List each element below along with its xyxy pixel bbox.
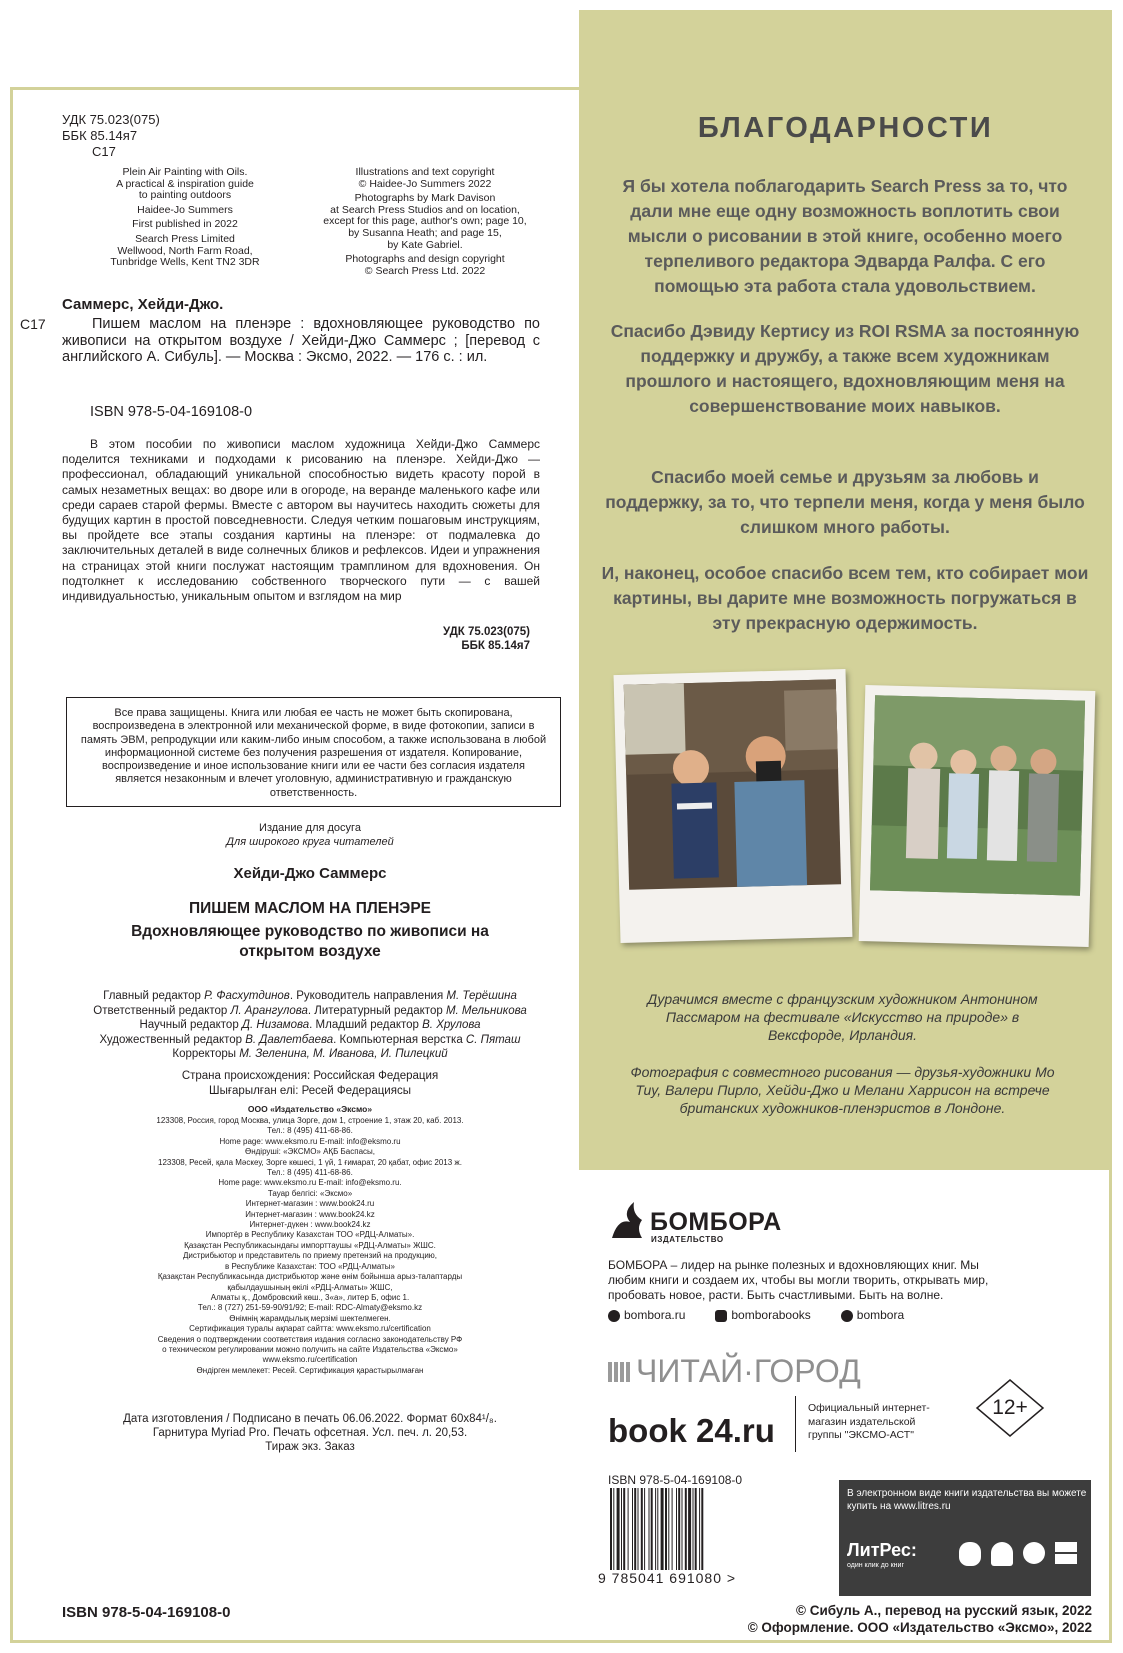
imprint-line: Өндірген мемлекет: Ресей. Сертификация қарастырылмаған [196, 1365, 424, 1375]
barcode-bar [638, 1488, 639, 1570]
credit-person: Д. Низамова [241, 1019, 310, 1032]
book-subtitle-line1: Вдохновляющее руководство по живописи на [131, 923, 489, 940]
imprint-line: Тауар белгісі: «Эксмо» [267, 1188, 353, 1198]
audience: Для широкого круга читателей [226, 836, 394, 848]
barcode-bar [641, 1488, 643, 1570]
litres-line2: купить на www.litres.ru [847, 1501, 951, 1512]
bombora-description: БОМБОРА – лидер на рынке полезных и вдохновляющих книг. Мы любим книги и создаем их, чтобы вы могли творить, открывать мир, пробовать новое, расти. Быть счастливыми. Быть на волне. [608, 1258, 989, 1302]
book24-note: Официальный интернет-магазин издательской группы "ЭКСМО-АСТ" [808, 1402, 930, 1441]
credit-role: . Младший редактор [309, 1019, 423, 1032]
publisher-name: ООО «Издательство «Эксмо» [247, 1104, 373, 1114]
chitai-gorod-name: ЧИТАЙ·ГОРОД [636, 1353, 861, 1389]
barcode-bar [699, 1488, 700, 1570]
original-edition-line: Wellwood, North Farm Road, [117, 244, 253, 257]
print-date: Дата изготовления / Подписано в печать 06.06.2022. Формат 60x84¹/₈. [123, 1413, 497, 1425]
copyright-original-line: by Susanna Heath; and page 15, [348, 226, 502, 239]
bombora-wave-icon [608, 1198, 646, 1242]
windows-phone-icon [1023, 1542, 1045, 1564]
bibliographic-record: Пишем маслом на пленэре : вдохновляющее руководство по живописи на открытом воздухе / Хейди-Джо Саммерс ; [перевод с английского А. Сибуль]. — Москва : Эксмо, 2022. — 176 с. : ил. [62, 316, 540, 365]
book-title: ПИШЕМ МАСЛОМ НА ПЛЕНЭРЕ [188, 900, 432, 917]
credit-role: Главный редактор [103, 990, 205, 1002]
bombora-name: БОМБОРА [650, 1208, 782, 1236]
print-info [60, 1413, 560, 1454]
photo-meetup-image [859, 685, 1096, 947]
imprint-line: Home page: www.eksmo.ru E-mail: info@eksmo.ru [219, 1136, 401, 1146]
copyright-original-line: © Haidee-Jo Summers 2022 [358, 177, 492, 190]
imprint-line: 123308, Россия, город Москва, улица Зорге, дом 1, строение 1, этаж 20, каб. 2013. [156, 1116, 464, 1125]
litres-text [847, 1487, 1087, 1513]
udk-bbk-bold [300, 625, 530, 653]
imprint-line: Импортёр в Республику Казахстан ТОО «РДЦ-Алматы». [205, 1230, 415, 1240]
copyright-original-line: Illustrations and text copyright [355, 166, 495, 178]
abstract: В этом пособии по живописи маслом художница Хейди-Джо Саммерс поделится техниками и подходами к рисованию на пленэре. Хейди-Джо — профессионал, обладающий уникальной способностью видеть красоту порой в самых незаметных вещах: во дворе или в огороде, на веранде маленького кафе или среди сараев старой фермы. Вместе с автором вы научитесь находить сюжеты для будущих картин в простой повседневности. Следуя четким пошаговым инструкциям, вы пройдете все этапы создания картины на пленэре: от подмалевка до заключительных деталей в виде солнечных бликов и рефлексов. Идеи и упражнения на страницах этой книги послужат настоящим трамплином для вдохновения. Он подтолкнет к исследованию собственного творческого пути — с вашей индивидуальностью, уникальным опытом и взглядом на мир [62, 437, 540, 604]
bbk-code: ББК 85.14я7 [62, 128, 138, 143]
edition-type: Издание для досуга [259, 822, 361, 834]
barcode-bar [682, 1488, 683, 1570]
credit-role: Научный редактор [139, 1019, 242, 1032]
credit-role: . Компьютерная верстка [333, 1033, 466, 1046]
book-subtitle-line2: открытом воздухе [239, 943, 381, 960]
imprint-line: 123308, Ресей, қала Мәскеу, Зорге көшесі, 1 үй, 1 ғимарат, 20 қабат, офис 2013 ж. [158, 1157, 462, 1167]
barcode-bar [634, 1488, 636, 1570]
copyright-translation: © Сибуль А., перевод на русский язык, 2022 [796, 1603, 1092, 1618]
udk-block [62, 112, 160, 160]
credit-person: Р. Фасхутдинов [204, 990, 290, 1002]
imprint-line: Тел.: 8 (495) 411-68-86. [267, 1168, 353, 1178]
litres-line1: В электронном виде книги издательства вы можете [847, 1488, 1087, 1499]
rights-notice: Все права защищены. Книга или любая ее часть не может быть скопирована, воспроизведена в электронной или механической форме, в виде фотокопии, записи в память ЭВМ, репродукции или каким-либо иным способом, а также использована в любой информационной системе без получения разрешения от издателя. Копирование, воспроизведение и иное использование книги или ее части без согласия издателя является незаконным и влечет уголовную, административную и гражданскую ответственность. [66, 697, 561, 807]
thanks-paragraph-2: Спасибо Дэвиду Кертису из ROI RSMA за постоянную поддержку и дружбу, а также всем художникам прошлого и настоящего, вдохновляющим меня на совершенствование моих навыков. [610, 321, 1080, 416]
barcode-bar [688, 1488, 691, 1570]
credit-person: М. Мельникова [445, 1004, 527, 1017]
age-rating-label: 12+ [992, 1396, 1028, 1419]
imprint-line: Home page: www.eksmo.ru E-mail: info@eksmo.ru. [218, 1178, 402, 1188]
copyright-original-line: at Search Press Studios and on location, [330, 203, 520, 216]
country-ru: Страна происхождения: Российская Федерация [181, 1070, 439, 1082]
barcode-bar [613, 1488, 614, 1570]
bombora-logo [608, 1198, 646, 1247]
copyright-original-line: Photographs by Mark Davison [354, 192, 496, 205]
barcode-bar [621, 1488, 622, 1570]
copyright-original-line: except for this page, author's own; page 10, [323, 215, 527, 228]
author-name: Хейди-Джо Саммерс [233, 865, 387, 882]
credit-person: В. Давлетбаева [245, 1033, 334, 1046]
apple-icon [959, 1542, 981, 1566]
barcode-bar [649, 1488, 650, 1570]
imprint-line: Интернет-дүкен : www.book24.kz [249, 1220, 371, 1230]
social-site[interactable] [608, 1308, 685, 1322]
original-edition-line: Plein Air Painting with Oils. [122, 166, 248, 178]
barcode [610, 1488, 760, 1570]
credits [55, 989, 565, 1062]
barcode-bar [651, 1488, 653, 1570]
photo-festival-image [614, 669, 853, 943]
social-links [608, 1308, 904, 1322]
print-font: Гарнитура Myriad Pro. Печать офсетная. Усл. печ. л. 20,53. [152, 1426, 468, 1439]
book24-divider [795, 1396, 796, 1452]
edition-type-block [60, 821, 560, 849]
copyright-original-line: Photographs and design copyright [345, 253, 505, 266]
thanks-paragraph-4: И, наконец, особое спасибо всем тем, кто собирает мои картины, вы дарите мне возможность погружаться в эту прекрасную одержимость. [601, 563, 1089, 633]
imprint-line: Интернет-магазин : www.book24.ru [245, 1199, 375, 1209]
imprint-line: Тел.: 8 (495) 411-68-86. [267, 1126, 353, 1136]
copyright-original-line: by Kate Gabriel. [387, 238, 463, 251]
credits-line [55, 1047, 565, 1062]
photo-caption-1: Дурачимся вместе с французским художником Антонином Пассмаром на фестивале «Искусство на природе» в Вексфорде, Ирландия. [647, 991, 1038, 1043]
chitai-gorod-bars-icon [608, 1362, 632, 1382]
book-subtitle [60, 922, 560, 962]
barcode-isbn: ISBN 978-5-04-169108-0 [608, 1473, 743, 1487]
credit-person: М. Терёшина [446, 990, 517, 1002]
original-edition-info [90, 167, 280, 269]
litres-banner[interactable] [839, 1480, 1091, 1596]
imprint-line: Тел.: 8 (727) 251-59-90/91/92; E-mail: RDC-Almaty@eksmo.kz [197, 1303, 423, 1313]
vk-icon [715, 1310, 727, 1322]
imprint-line: Сведения о подтверждении соответствия издания согласно законодательству РФ [157, 1334, 463, 1344]
credit-person: С. Пяташ [465, 1033, 521, 1046]
imprint-line: Қазақстан Республикасындағы импорттаушы «РДЦ-Алматы» ЖШС. [184, 1240, 436, 1250]
credits-line [55, 1018, 565, 1033]
litres-platform-icons [959, 1542, 1077, 1566]
imprint-line: Сертификация туралы ақпарат сайтта: www.eksmo.ru/certification [189, 1324, 431, 1334]
imprint-line: Интернет-магазин : www.book24.kz [245, 1209, 375, 1219]
imprint-line: Дистрибьютор и представитель по приему претензий на продукцию, [182, 1251, 438, 1261]
social-telegram[interactable] [841, 1308, 904, 1322]
barcode-bar [644, 1488, 645, 1570]
imprint-line: Өндіруші: «ЭКСМО» АҚБ Баспасы, [244, 1147, 376, 1157]
barcode-bar [657, 1488, 658, 1570]
author-sign: С17 [92, 144, 116, 159]
barcode-bar [661, 1488, 664, 1570]
imprint-line: www.eksmo.ru/certification [262, 1355, 358, 1365]
social-site-label: bombora.ru [624, 1308, 686, 1322]
barcode-bar [672, 1488, 673, 1570]
social-vk-label: bomborabooks [731, 1308, 811, 1322]
copyright-block [640, 1602, 1092, 1636]
social-vk[interactable] [715, 1308, 810, 1322]
imprint-line: Өнімнің жарамдылық мерзімі шектелмеген. [229, 1313, 391, 1323]
imprint-line: Алматы қ., Домбровский көш., 3«а», литер Б, офис 1. [210, 1292, 410, 1302]
barcode-bar [610, 1488, 612, 1570]
credits-line [55, 1033, 565, 1048]
print-run: Тираж экз. Заказ [265, 1440, 355, 1453]
barcode-bar [623, 1488, 625, 1570]
original-edition-line: First published in 2022 [132, 218, 238, 231]
barcode-bar [655, 1488, 656, 1570]
imprint-line: в Республике Казахстан: ТОО «РДЦ-Алматы» [225, 1261, 395, 1271]
country-block [60, 1069, 560, 1098]
credits-line [55, 989, 565, 1004]
udk-code: УДК 75.023(075) [62, 112, 160, 127]
original-edition-line: A practical & inspiration guide [116, 177, 254, 190]
copyright-original-line: © Search Press Ltd. 2022 [364, 264, 486, 277]
barcode-bar [668, 1488, 669, 1570]
social-telegram-label: bombora [856, 1308, 905, 1322]
credit-person: М. Зеленина, М. Иванова, И. Пилецкий [239, 1048, 448, 1061]
credit-person: Л. Арангулова [230, 1004, 308, 1017]
original-edition-line: to painting outdoors [138, 189, 232, 202]
credit-role: Ответственный редактор [93, 1004, 231, 1017]
thanks-paragraph-3: Спасибо моей семье и друзьям за любовь и поддержку, за то, что терпели меня, когда у меня было слишком много работы. [605, 467, 1085, 537]
thanks-paragraph-1: Я бы хотела поблагодарить Search Press за то, что дали мне еще одну возможность воплотить свои мысли о рисовании в этой книге, особенно моего терпеливого редактора Эдварда Ралфа. С его помощью эта работа стала удовольствием. [622, 176, 1068, 296]
litres-tagline: один клик до книг [847, 1562, 905, 1569]
original-edition-line: Haidee-Jo Summers [137, 203, 233, 216]
imprint-line: о техническом регулировании можно получить на сайте Издательства «Эксмо» [162, 1344, 458, 1354]
original-edition-line: Tunbridge Wells, Kent TN2 3DR [110, 256, 260, 269]
barcode-bar [685, 1488, 687, 1570]
book24-logo: book 24.ru [608, 1412, 775, 1449]
credit-role: Корректоры [172, 1048, 240, 1061]
litres-logo: ЛитРес: [847, 1540, 917, 1560]
age-rating-badge [975, 1378, 1045, 1438]
original-edition-line: Search Press Limited [135, 232, 235, 245]
barcode-bar [701, 1488, 703, 1570]
photo-painting-meetup [859, 685, 1096, 947]
barcode-bar [693, 1488, 694, 1570]
author-heading: Саммерс, Хейди-Джо. [62, 296, 224, 313]
telegram-icon [841, 1310, 853, 1322]
barcode-bar [665, 1488, 667, 1570]
thanks-title: БЛАГОДАРНОСТИ [697, 112, 994, 144]
bombora-subtitle: ИЗДАТЕЛЬСТВО [651, 1235, 724, 1244]
chitai-gorod-logo [608, 1353, 861, 1390]
credit-role: . Руководитель направления [289, 990, 447, 1002]
credit-person: В. Хрулова [422, 1019, 481, 1032]
photo-festival [614, 669, 853, 943]
credit-role: . Литературный редактор [307, 1004, 446, 1017]
copyright-info-original [320, 167, 530, 277]
barcode-bar [628, 1488, 629, 1570]
android-icon [991, 1542, 1013, 1566]
barcode-bar [678, 1488, 680, 1570]
photo-caption-2: Фотография с совместного рисования — друзья-художники Мо Тиу, Валери Пирло, Хейди-Джо и Мелани Харрисон на встрече британских художников-пленэристов в Лондоне. [630, 1064, 1055, 1116]
bbk-code-bold: ББК 85.14я7 [461, 640, 530, 652]
barcode-bar [617, 1488, 620, 1570]
credit-role: Художественный редактор [99, 1033, 246, 1046]
author-sign-side: С17 [20, 316, 46, 332]
isbn-record: ISBN 978-5-04-169108-0 [90, 404, 253, 420]
imprint-line: Қазақстан Республикасында дистрибьютор және өнім бойынша арыз-талаптарды [157, 1272, 463, 1282]
barcode-digits: 9 785041 691080 > [598, 1570, 737, 1586]
udk-code-bold: УДК 75.023(075) [443, 626, 530, 638]
credits-line [55, 1004, 565, 1019]
copyright-design: © Оформление. ООО «Издательство «Эксмо», 2022 [747, 1620, 1092, 1635]
globe-icon [608, 1310, 620, 1322]
country-kz: Шығарылған елі: Ресей Федерациясы [209, 1084, 411, 1097]
barcode-bar [695, 1488, 697, 1570]
isbn-bottom: ISBN 978-5-04-169108-0 [62, 1604, 231, 1621]
windows-icon [1055, 1542, 1077, 1564]
imprint-line: қабылдаушының өкілі «РДЦ-Алматы» ЖШС, [227, 1282, 393, 1292]
imprint [60, 1116, 560, 1376]
barcode-bar [632, 1488, 633, 1570]
barcode-bar [676, 1488, 677, 1570]
